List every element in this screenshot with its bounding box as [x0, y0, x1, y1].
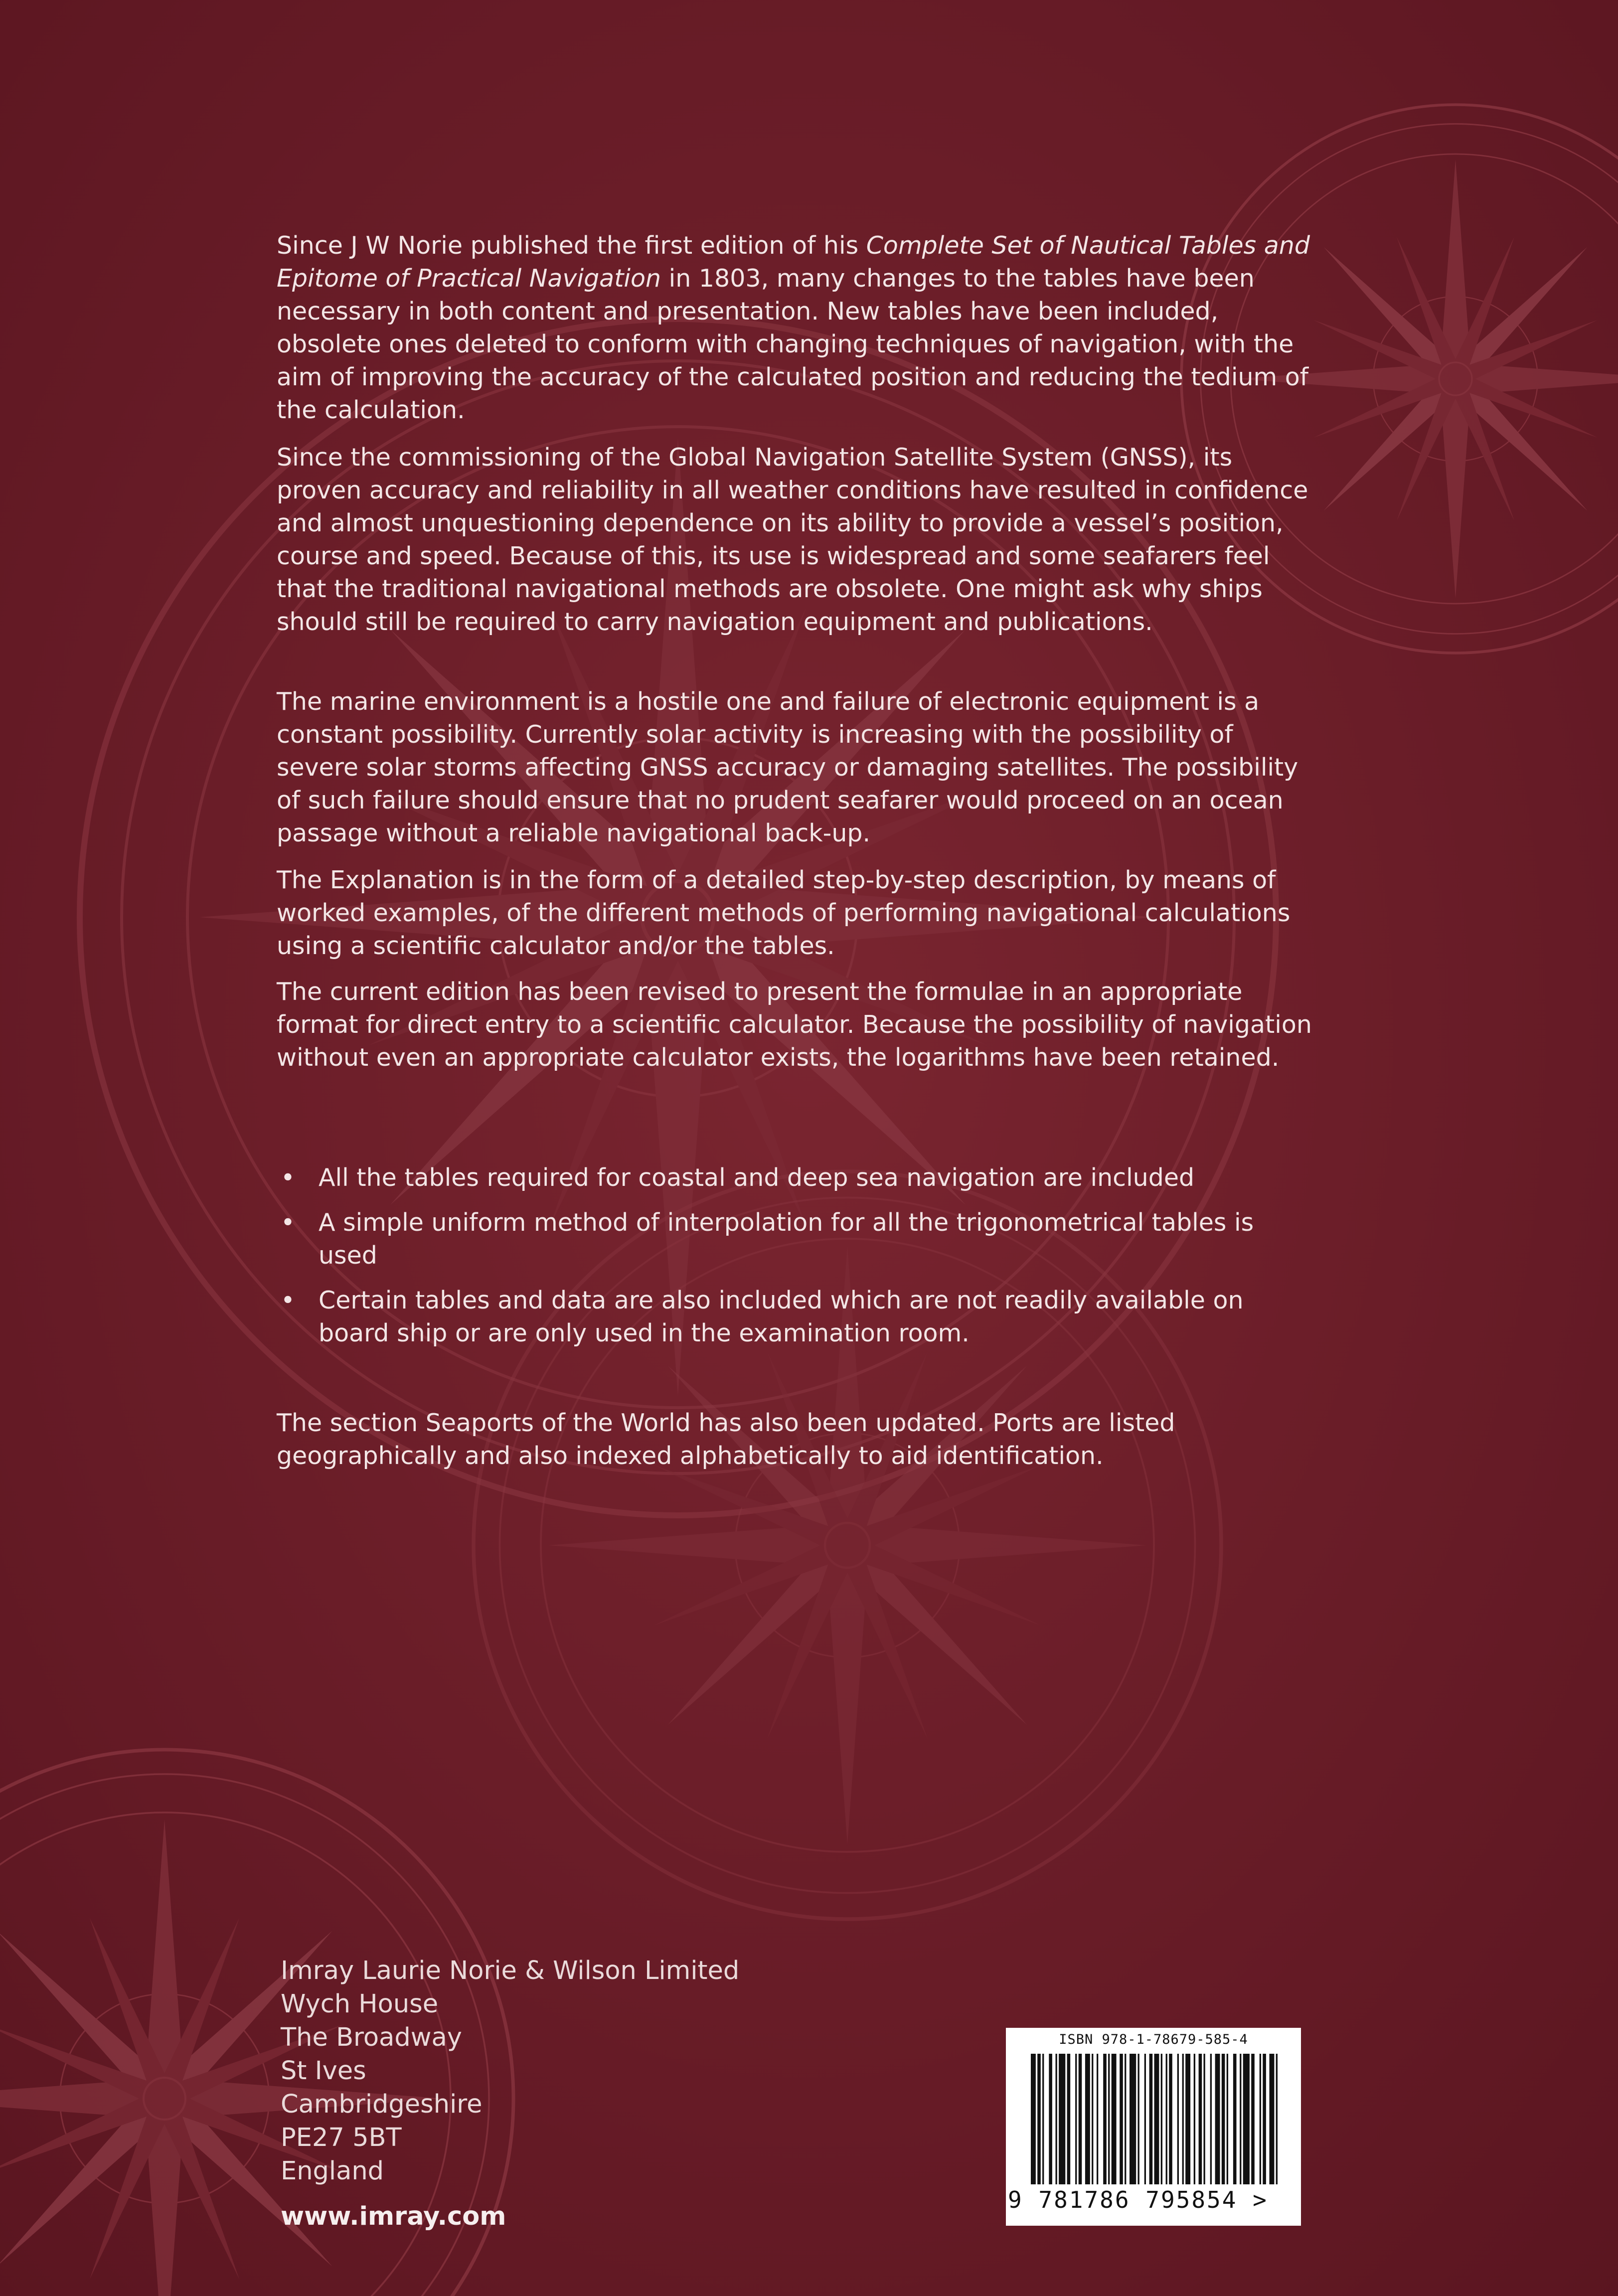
barcode-bar — [1056, 2054, 1057, 2184]
barcode-bar — [1227, 2054, 1228, 2184]
isbn-label: ISBN 978-1-78679-585-4 — [1059, 2032, 1248, 2047]
bullet-icon: • — [281, 1286, 295, 1314]
barcode-bar — [1079, 2054, 1082, 2184]
barcode-bar — [1085, 2054, 1090, 2184]
barcode-bar — [1260, 2054, 1261, 2184]
barcode-bar — [1149, 2054, 1153, 2184]
barcode-bar — [1067, 2054, 1071, 2184]
barcode-bar — [1185, 2054, 1190, 2184]
barcode-bar — [1108, 2054, 1110, 2184]
barcode-bar — [1210, 2054, 1212, 2184]
barcode-bar — [1075, 2054, 1077, 2184]
barcode-bar — [1182, 2054, 1184, 2184]
barcode-bar — [1263, 2054, 1266, 2184]
list-item: • Certain tables and data are also included which are not readily available on board ship or are only used in the examination room. — [277, 1284, 1313, 1350]
publisher-address — [281, 1954, 739, 2188]
address-line: Wych House — [281, 1989, 439, 2019]
bullet-icon: • — [281, 1163, 295, 1192]
barcode-bar — [1120, 2054, 1123, 2184]
barcode-bar — [1103, 2054, 1107, 2184]
barcode-bar — [1138, 2054, 1139, 2184]
barcode-bar — [1233, 2054, 1237, 2184]
closing-paragraph: The section Seaports of the World has also been updated. Ports are listed geographically and also indexed alphabetically to aid identification. — [277, 1409, 1175, 1470]
intro-paragraph-5: The current edition has been revised to present the formulae in an appropriate format for direct entry to a scientific calculator. Because the possibility of navigation without even an appropriate calculator exists, the logarithms have been retained. — [277, 978, 1312, 1072]
barcode-bar — [1177, 2054, 1179, 2184]
barcode-bar — [1144, 2054, 1146, 2184]
barcode-bar — [1031, 2054, 1036, 2184]
barcode-bar — [1037, 2054, 1041, 2184]
barcode-bar — [1222, 2054, 1225, 2184]
feature-list — [277, 1161, 1313, 1362]
barcode-bar — [1154, 2054, 1159, 2184]
address-line: PE27 5BT — [281, 2123, 402, 2152]
publisher-name: Imray Laurie Norie & Wilson Limited — [281, 1956, 740, 1985]
barcode-bar — [1276, 2054, 1278, 2184]
book-title: Complete Set of Nautical Tables and Epitome of Practical Navigation — [277, 231, 1310, 293]
barcode-bar — [1243, 2054, 1250, 2184]
intro-paragraph-3: The marine environment is a hostile one and failure of electronic equipment is a constant possibility. Currently solar activity is increasing with the possibility of severe solar storms affecting GNSS accuracy or damaging satellites. The possibility of such failure should ensure that no prudent seafarer would proceed on an ocean passage without a reliable navigational back-up. — [277, 687, 1298, 847]
barcode-bar — [1204, 2054, 1205, 2184]
intro-paragraph-2: Since the commissioning of the Global Navigation Satellite System (GNSS), its proven accuracy and reliability in all weather conditions have resulted in confidence and almost unquestioning dependence on its ability to provide a vessel’s position, course and speed. Because of this, its use is widespread and some seafarers feel that the traditional navigational methods are obsolete. One might ask why ships should still be required to carry navigation equipment and publications. — [277, 443, 1308, 636]
barcode-bar — [1125, 2054, 1126, 2184]
barcode-bar — [1130, 2054, 1136, 2184]
barcode-bar — [1042, 2054, 1044, 2184]
barcode-bar — [1240, 2054, 1241, 2184]
barcode-bar — [1161, 2054, 1162, 2184]
address-line: St Ives — [281, 2056, 366, 2086]
list-item: • A simple uniform method of interpolation for all the trigonometrical tables is used — [277, 1206, 1313, 1272]
barcode-bars — [1031, 2054, 1280, 2184]
address-line: Cambridgeshire — [281, 2090, 483, 2119]
barcode-bar — [1215, 2054, 1220, 2184]
barcode-bar — [1169, 2054, 1172, 2184]
barcode-bar — [1049, 2054, 1052, 2184]
barcode-bar — [1194, 2054, 1195, 2184]
address-line: The Broadway — [281, 2023, 462, 2052]
address-line: England — [281, 2156, 384, 2186]
list-item: • All the tables required for coastal and deep sea navigation are included — [277, 1161, 1313, 1194]
barcode-digits: 9 781786 795854 > — [1008, 2186, 1268, 2213]
barcode-bar — [1251, 2054, 1255, 2184]
bullet-icon: • — [281, 1208, 295, 1237]
website-link[interactable]: www.imray.com — [281, 2202, 506, 2231]
barcode-bar — [1166, 2054, 1167, 2184]
barcode-bar — [1097, 2054, 1098, 2184]
intro-paragraph-1: Since J W Norie published the first edition of his Complete Set of Nautical Tables and Epitome of Practical Navigation in 1803, many changes to the tables have been necessary in both content and presentation. New tables have been included, obsolete ones deleted to conform with changing techniques of navigation, with the aim of improving the accuracy of the calculated position and reducing the tedium of the calculation. — [277, 231, 1310, 424]
barcode-bar — [1059, 2054, 1065, 2184]
intro-paragraph-4: The Explanation is in the form of a detailed step-by-step description, by means of worked examples, of the different methods of performing navigational calculations using a scientific calculator and/or the tables. — [277, 866, 1291, 960]
barcode-bar — [1270, 2054, 1275, 2184]
barcode-bar — [1092, 2054, 1093, 2184]
barcode-bar — [1199, 2054, 1202, 2184]
barcode-bar — [1112, 2054, 1117, 2184]
isbn-barcode — [1006, 2028, 1301, 2226]
